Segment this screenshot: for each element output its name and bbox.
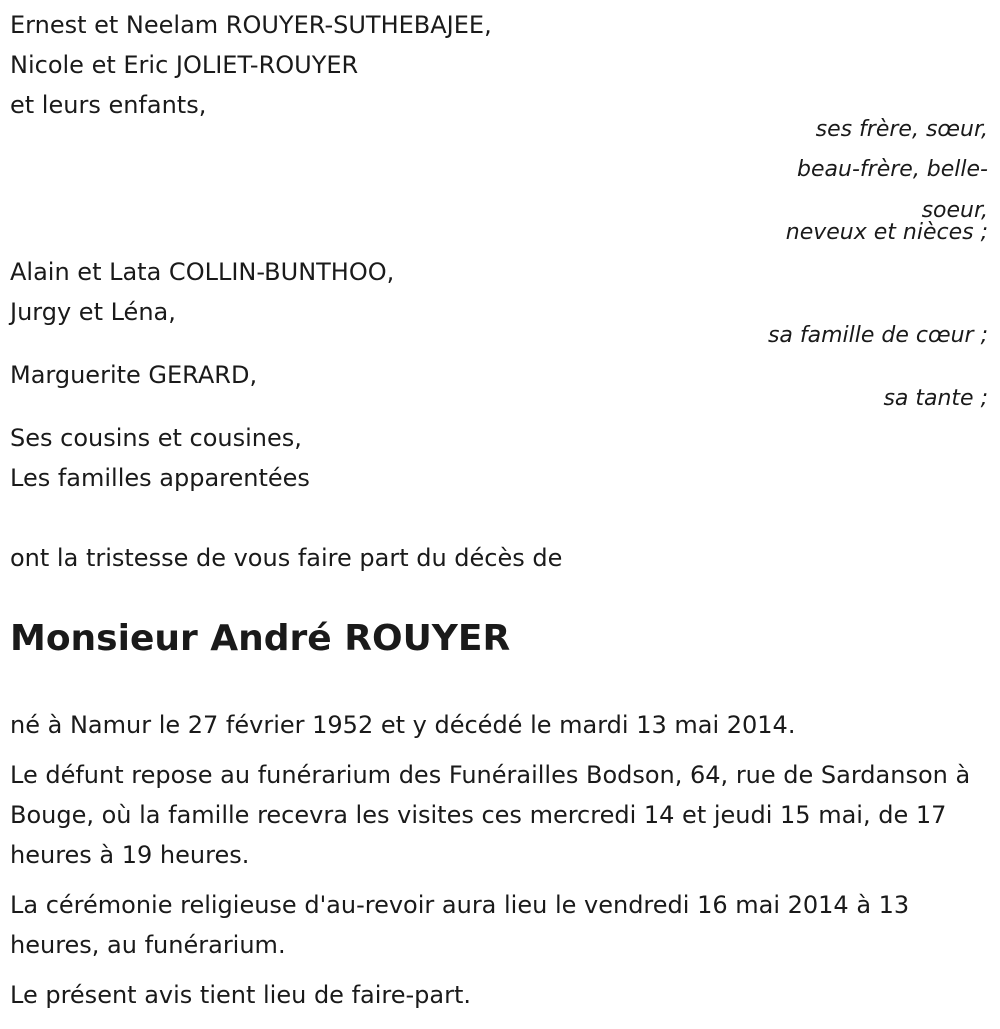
family-line: Alain et Lata COLLIN-BUNTHOO, [10, 258, 395, 286]
family-line: Ernest et Neelam ROUYER-SUTHEBAJEE, [10, 11, 492, 39]
family-line: Jurgy et Léna, [10, 298, 176, 326]
closing-paragraph: Le présent avis tient lieu de faire-part. [10, 981, 472, 1009]
relation-label: soeur, [921, 198, 988, 223]
relation-label: sa famille de cœur ; [767, 323, 988, 348]
birth-death-paragraph: né à Namur le 27 février 1952 et y décédé le mardi 13 mai 2014. [10, 711, 796, 739]
relation-label: sa tante ; [883, 386, 988, 411]
family-line: Marguerite GERARD, [10, 361, 258, 389]
relation-label: ses frère, sœur, [815, 117, 988, 142]
family-line: Les familles apparentées [10, 464, 310, 492]
announcement-text: ont la tristesse de vous faire part du décès de [10, 544, 563, 572]
deceased-name: Monsieur André ROUYER [10, 618, 511, 659]
family-line: Nicole et Eric JOLIET-ROUYER [10, 51, 359, 79]
relation-label: beau-frère, belle- [797, 157, 988, 182]
family-line: et leurs enfants, [10, 91, 207, 119]
family-line: Ses cousins et cousines, [10, 424, 302, 452]
visitation-paragraph: Le défunt repose au funérarium des Funérailles Bodson, 64, rue de Sardanson à Bouge, où la famille recevra les visites ces mercredi 14 et jeudi 15 mai, de 17 heures à 19 heures. [10, 761, 971, 869]
relation-label: neveux et nièces ; [785, 220, 988, 245]
ceremony-paragraph: La cérémonie religieuse d'au-revoir aura lieu le vendredi 16 mai 2014 à 13 heures, au funérarium. [10, 891, 910, 959]
